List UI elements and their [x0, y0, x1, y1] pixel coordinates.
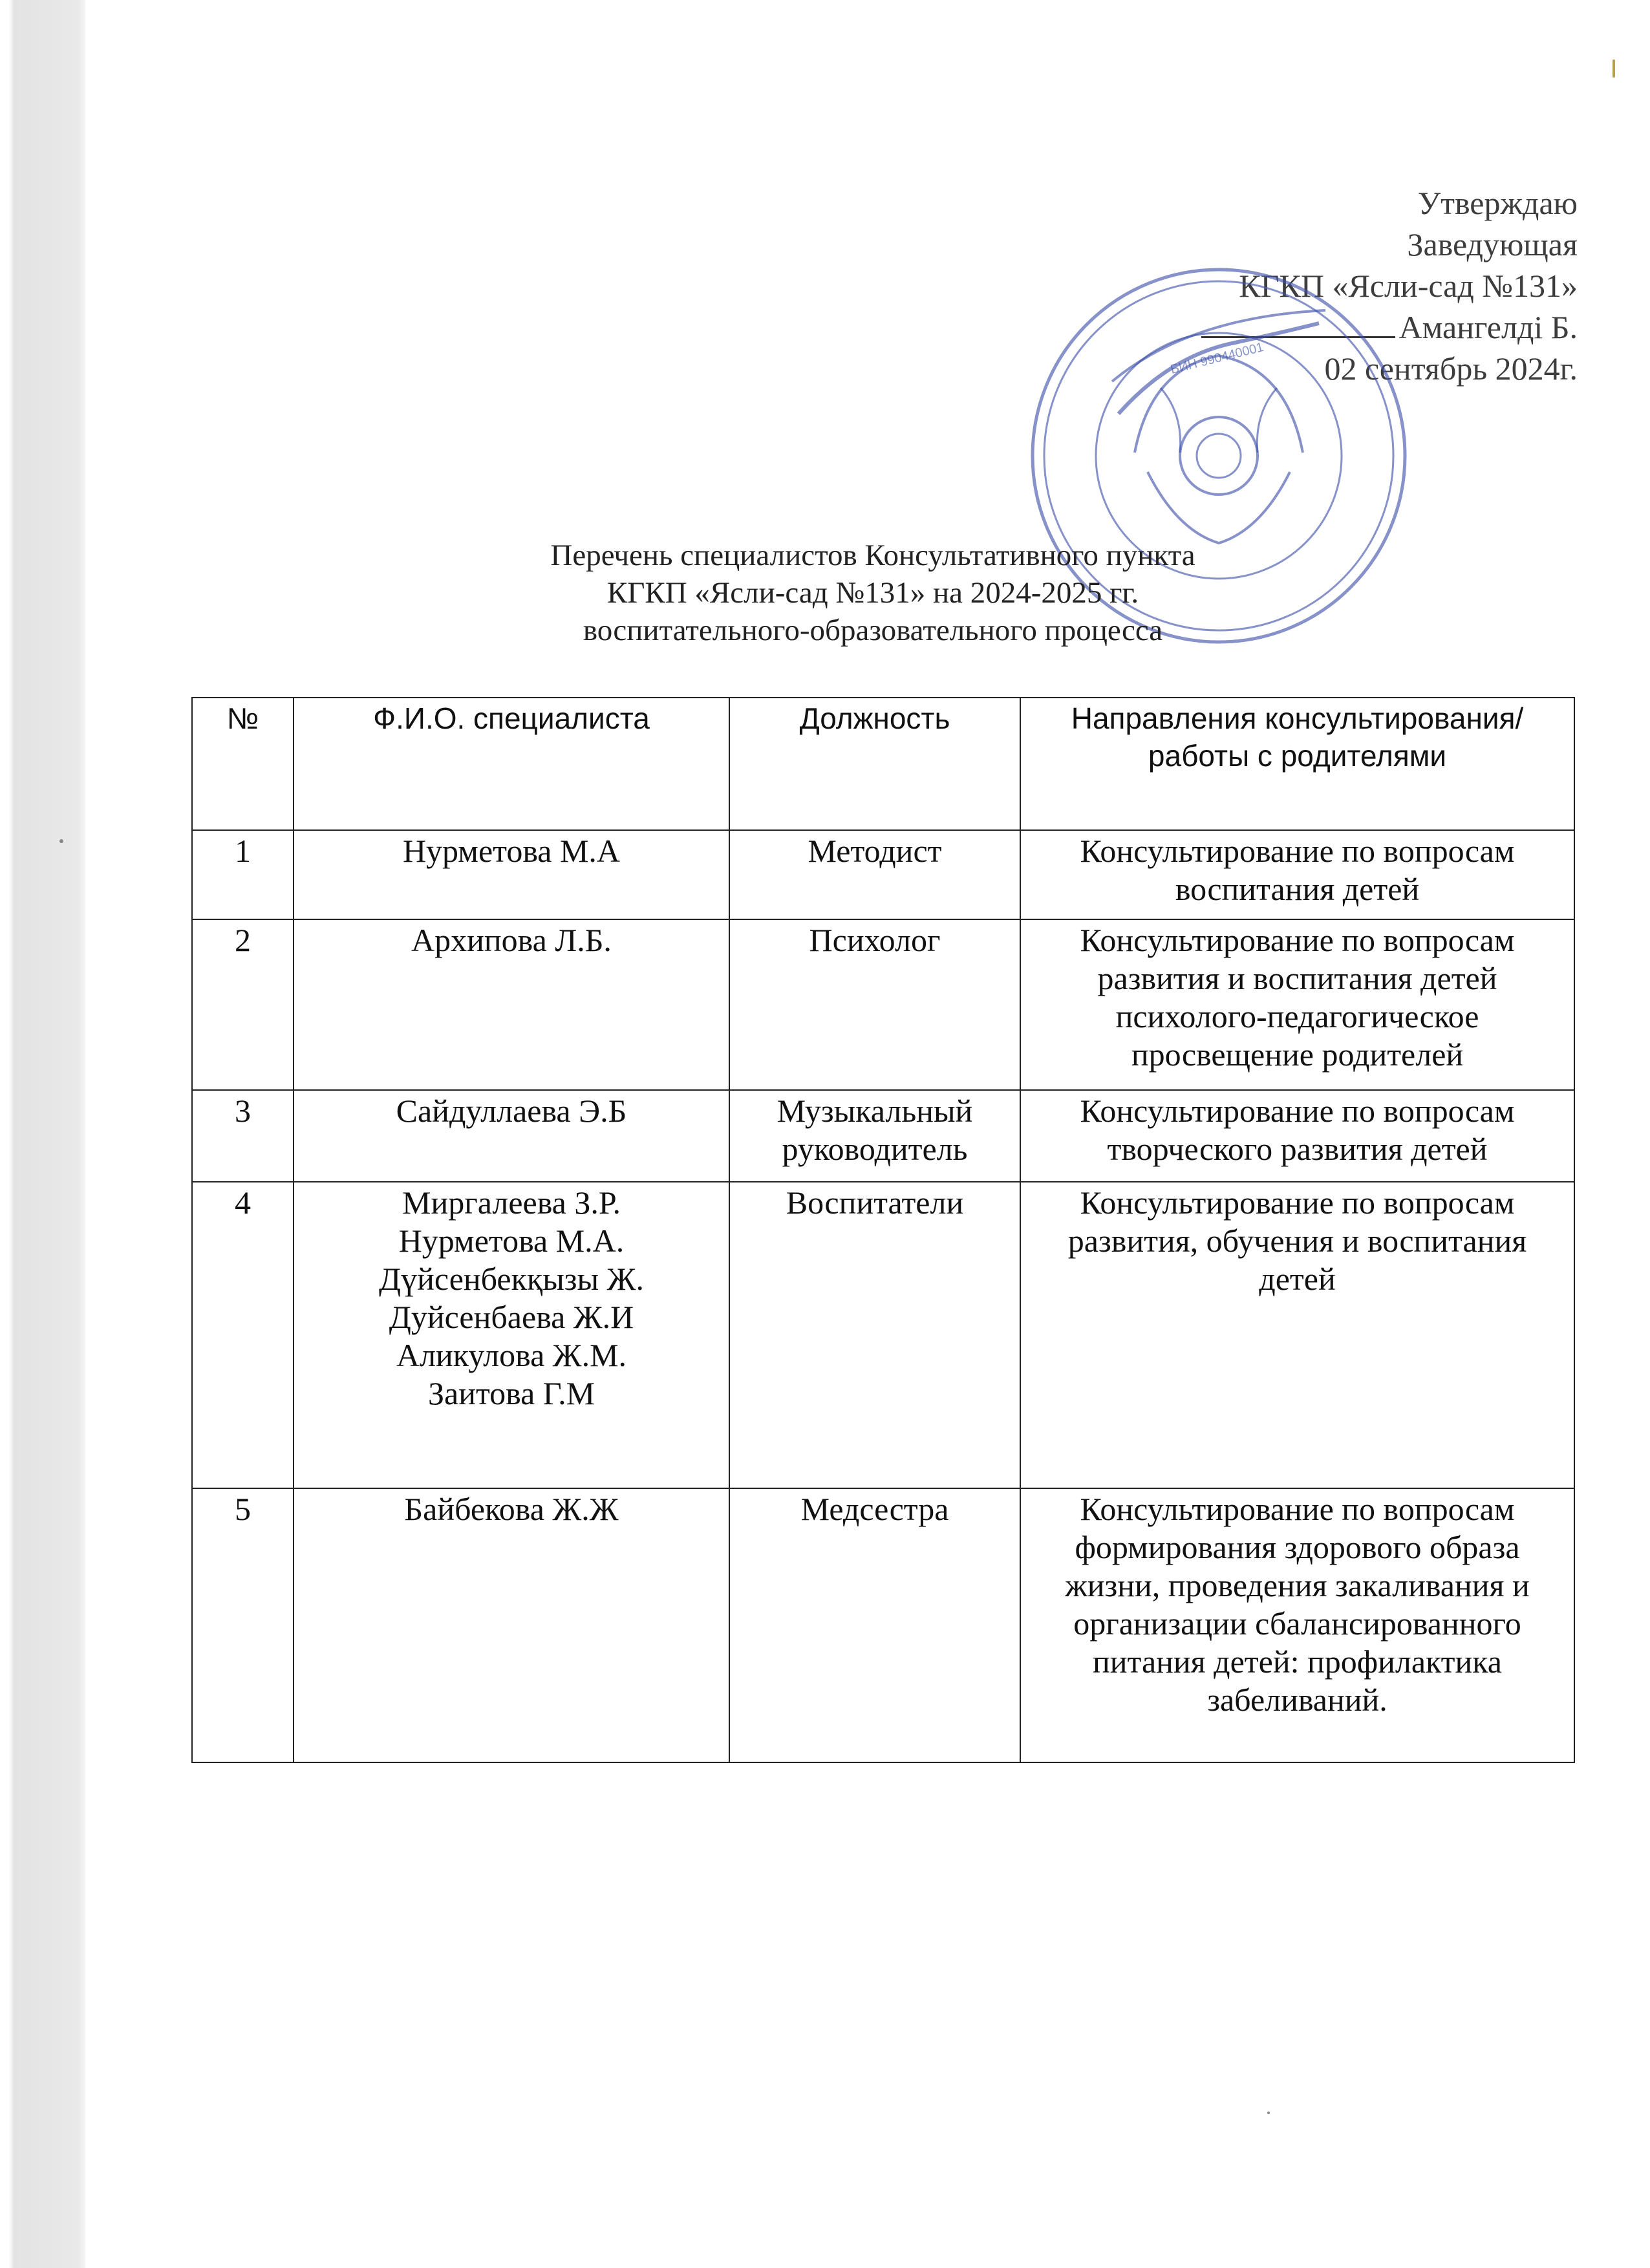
specialist-names-list	[294, 1182, 729, 1488]
scan-speck	[59, 839, 63, 843]
header-name: Ф.И.О. специалиста	[294, 698, 729, 830]
specialist-position: Методист	[729, 830, 1020, 919]
scan-speck	[1612, 59, 1615, 78]
row-number: 3	[192, 1090, 294, 1182]
header-position: Должность	[729, 698, 1020, 830]
specialist-name: Миргалеева З.Р.	[402, 1184, 621, 1221]
specialist-position: Медсестра	[729, 1488, 1020, 1762]
consulting-direction: Консультирование по вопросам развития и воспитания детей психолого-педагогическое просвещение родителей	[1020, 919, 1574, 1090]
approval-signer-name: Амангелді Б.	[1398, 309, 1578, 345]
specialist-position: Психолог	[729, 919, 1020, 1090]
table-row	[192, 919, 1574, 1090]
consulting-direction: Консультирование по вопросам формирования здорового образа жизни, проведения закаливания и организации сбалансированного питания детей: профилактика забеливаний.	[1020, 1488, 1574, 1762]
approval-line-position: Заведующая	[1407, 226, 1578, 262]
specialist-name: Заитова Г.М	[427, 1375, 595, 1411]
specialists-table	[191, 697, 1575, 1763]
row-number: 5	[192, 1488, 294, 1762]
table-row	[192, 1090, 1574, 1182]
specialist-name: Нурметова М.А	[294, 830, 729, 919]
consulting-direction: Консультирование по вопросам воспитания детей	[1020, 830, 1574, 919]
title-line-2: КГКП «Ясли-сад №131» на 2024-2025 гг.	[606, 576, 1139, 610]
document-title	[388, 537, 1358, 649]
specialist-position: Воспитатели	[729, 1182, 1020, 1488]
specialist-name: Аликулова Ж.М.	[396, 1337, 627, 1373]
specialist-name: Архипова Л.Б.	[294, 919, 729, 1090]
header-direction: Направления консультирования/работы с родителями	[1020, 698, 1574, 830]
table-header-row	[192, 698, 1574, 830]
approval-line-organization: КГКП «Ясли-сад №131»	[1239, 268, 1578, 304]
specialist-name: Дуйсенбаева Ж.И	[389, 1299, 634, 1335]
row-number: 1	[192, 830, 294, 919]
specialist-name: Сайдуллаева Э.Б	[294, 1090, 729, 1182]
specialist-name: Нурметова М.А.	[398, 1223, 625, 1259]
title-line-3: воспитательного-образовательного процесса	[583, 614, 1163, 647]
consulting-direction: Консультирование по вопросам развития, обучения и воспитания детей	[1020, 1182, 1574, 1488]
approval-line-date: 02 сентябрь 2024г.	[1324, 350, 1578, 387]
table-row	[192, 830, 1574, 919]
specialist-name: Байбекова Ж.Ж	[294, 1488, 729, 1762]
row-number: 2	[192, 919, 294, 1090]
title-line-1: Перечень специалистов Консультативного пункта	[550, 539, 1195, 572]
header-number: №	[192, 698, 294, 830]
scan-edge	[0, 0, 85, 2268]
scan-speck	[1267, 2112, 1270, 2114]
seal-bin-text: БИН 990440001	[1169, 339, 1265, 377]
consulting-direction: Консультирование по вопросам творческого развития детей	[1020, 1090, 1574, 1182]
row-number: 4	[192, 1182, 294, 1488]
specialist-position: Музыкальный руководитель	[729, 1090, 1020, 1182]
approval-line-approve: Утверждаю	[1417, 185, 1578, 221]
table-row	[192, 1488, 1574, 1762]
specialist-name: Дүйсенбекқызы Ж.	[379, 1261, 644, 1297]
table-row	[192, 1182, 1574, 1488]
